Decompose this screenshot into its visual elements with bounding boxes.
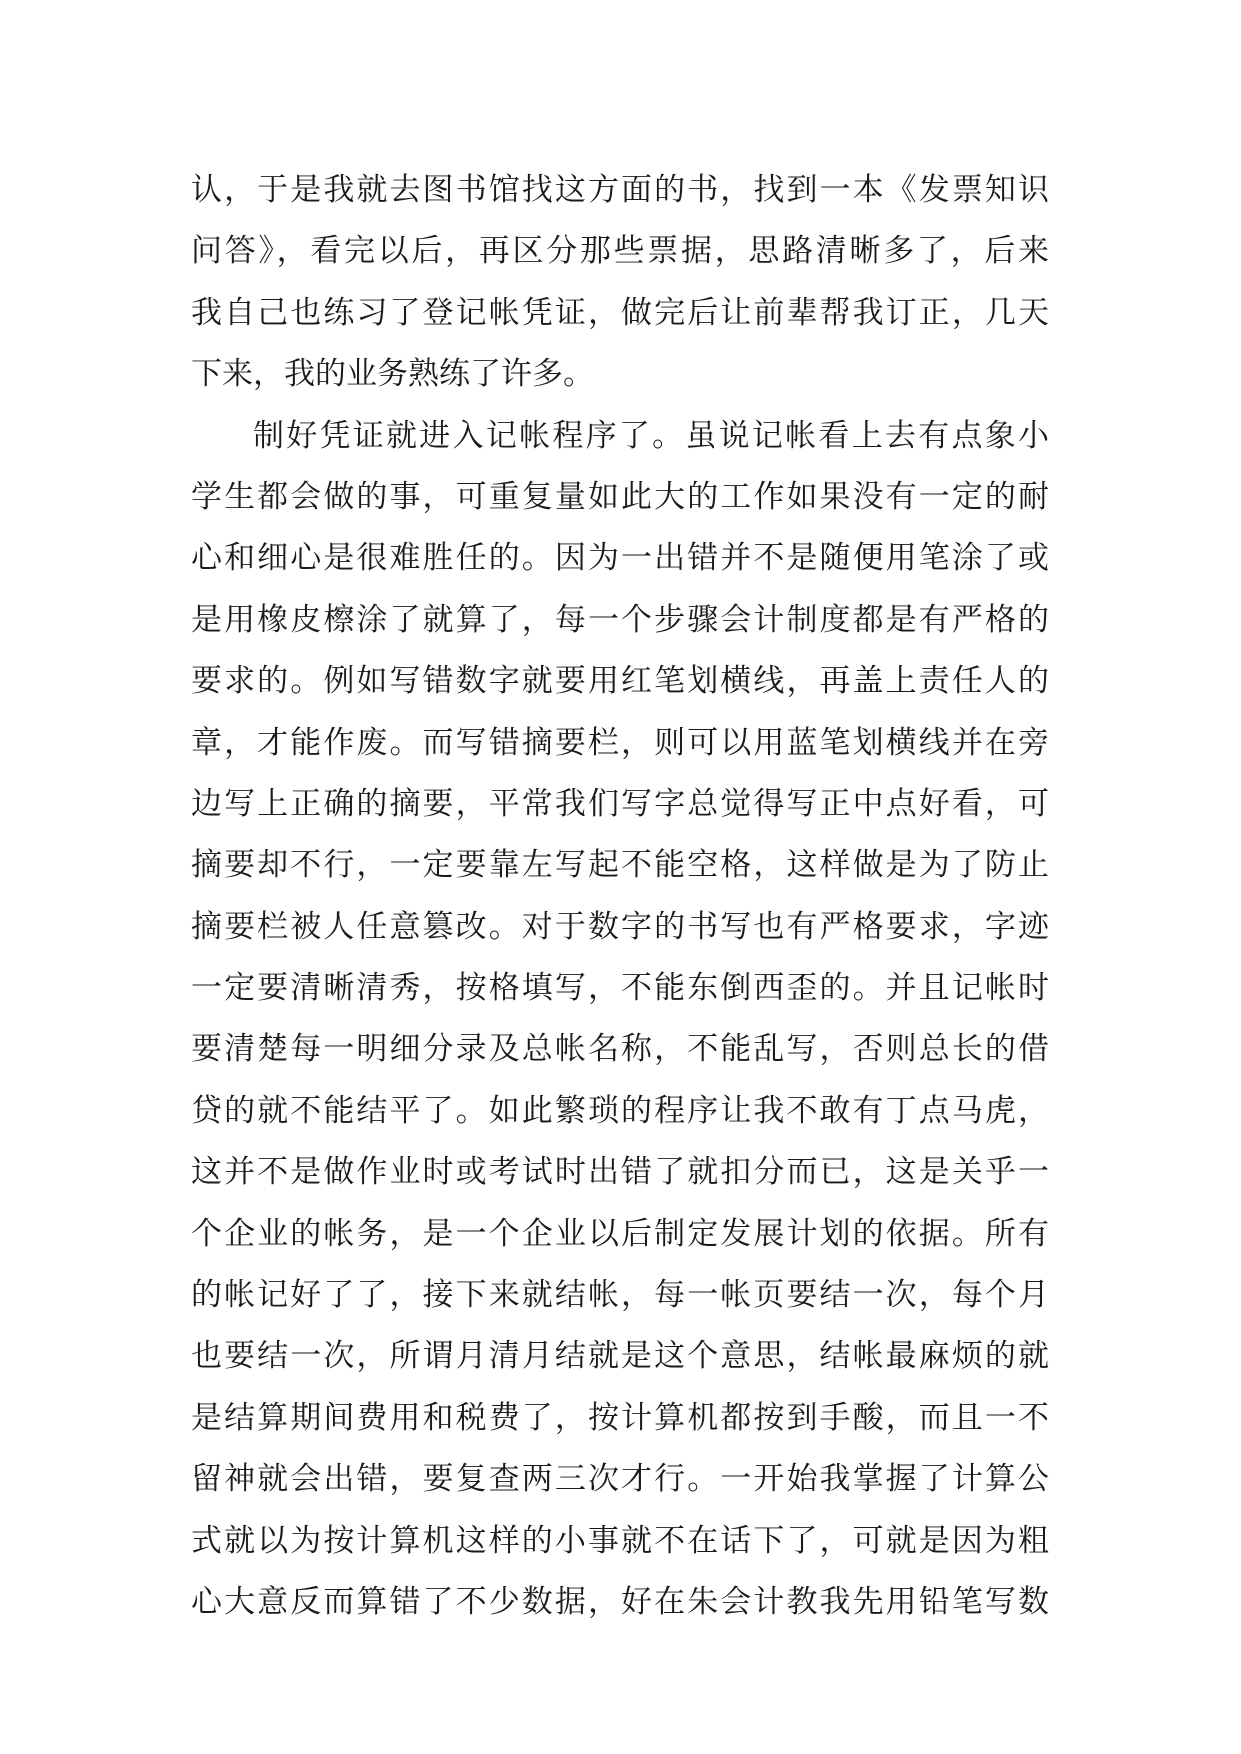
text-line: 一定要清晰清秀，按格填写，不能东倒西歪的。并且记帐时 [191,970,1049,1007]
text-line: 下来，我的业务熟练了许多。 [191,356,594,393]
text-line: 要求的。例如写错数字就要用红笔划横线，再盖上责任人的 [191,663,1049,700]
text-line: 的帐记好了了，接下来就结帐，每一帐页要结一次，每个月 [191,1277,1049,1314]
text-line: 学生都会做的事，可重复量如此大的工作如果没有一定的耐 [191,478,1049,515]
text-line: 章，才能作废。而写错摘要栏，则可以用蓝笔划横线并在旁 [191,724,1049,761]
text-line: 是用橡皮檫涂了就算了，每一个步骤会计制度都是有严格的 [191,601,1049,638]
text-line: 边写上正确的摘要，平常我们写字总觉得写正中点好看，可 [191,785,1049,822]
text-line: 摘要栏被人任意篡改。对于数字的书写也有严格要求，字迹 [191,908,1049,945]
text-line: 心大意反而算错了不少数据，好在朱会计教我先用铅笔写数 [191,1583,1049,1620]
text-line: 心和细心是很难胜任的。因为一出错并不是随便用笔涂了或 [191,540,1049,577]
text-line: 问答》，看完以后，再区分那些票据，思路清晰多了，后来 [191,233,1049,270]
text-line: 这并不是做作业时或考试时出错了就扣分而已，这是关乎一 [191,1154,1049,1191]
text-line: 也要结一次，所谓月清月结就是这个意思，结帐最麻烦的就 [191,1338,1049,1375]
text-line: 认，于是我就去图书馆找这方面的书，找到一本《发票知识 [191,172,1049,208]
text-line: 要清楚每一明细分录及总帐名称，不能乱写，否则总长的借 [191,1031,1049,1068]
text-line: 我自己也练习了登记帐凭证，做完后让前辈帮我订正，几天 [191,294,1049,331]
paragraph-start-line: 制好凭证就进入记帐程序了。虽说记帐看上去有点象小 [253,417,1049,454]
text-line: 留神就会出错，要复查两三次才行。一开始我掌握了计算公 [191,1461,1049,1498]
text-line: 式就以为按计算机这样的小事就不在话下了，可就是因为粗 [191,1522,1049,1559]
body-text [191,160,1049,1633]
text-line: 摘要却不行，一定要靠左写起不能空格，这样做是为了防止 [191,847,1049,884]
text-line: 个企业的帐务，是一个企业以后制定发展计划的依据。所有 [191,1215,1049,1252]
text-line: 贷的就不能结平了。如此繁琐的程序让我不敢有丁点马虎， [191,1092,1049,1129]
text-line: 是结算期间费用和税费了，按计算机都按到手酸，而且一不 [191,1399,1049,1436]
